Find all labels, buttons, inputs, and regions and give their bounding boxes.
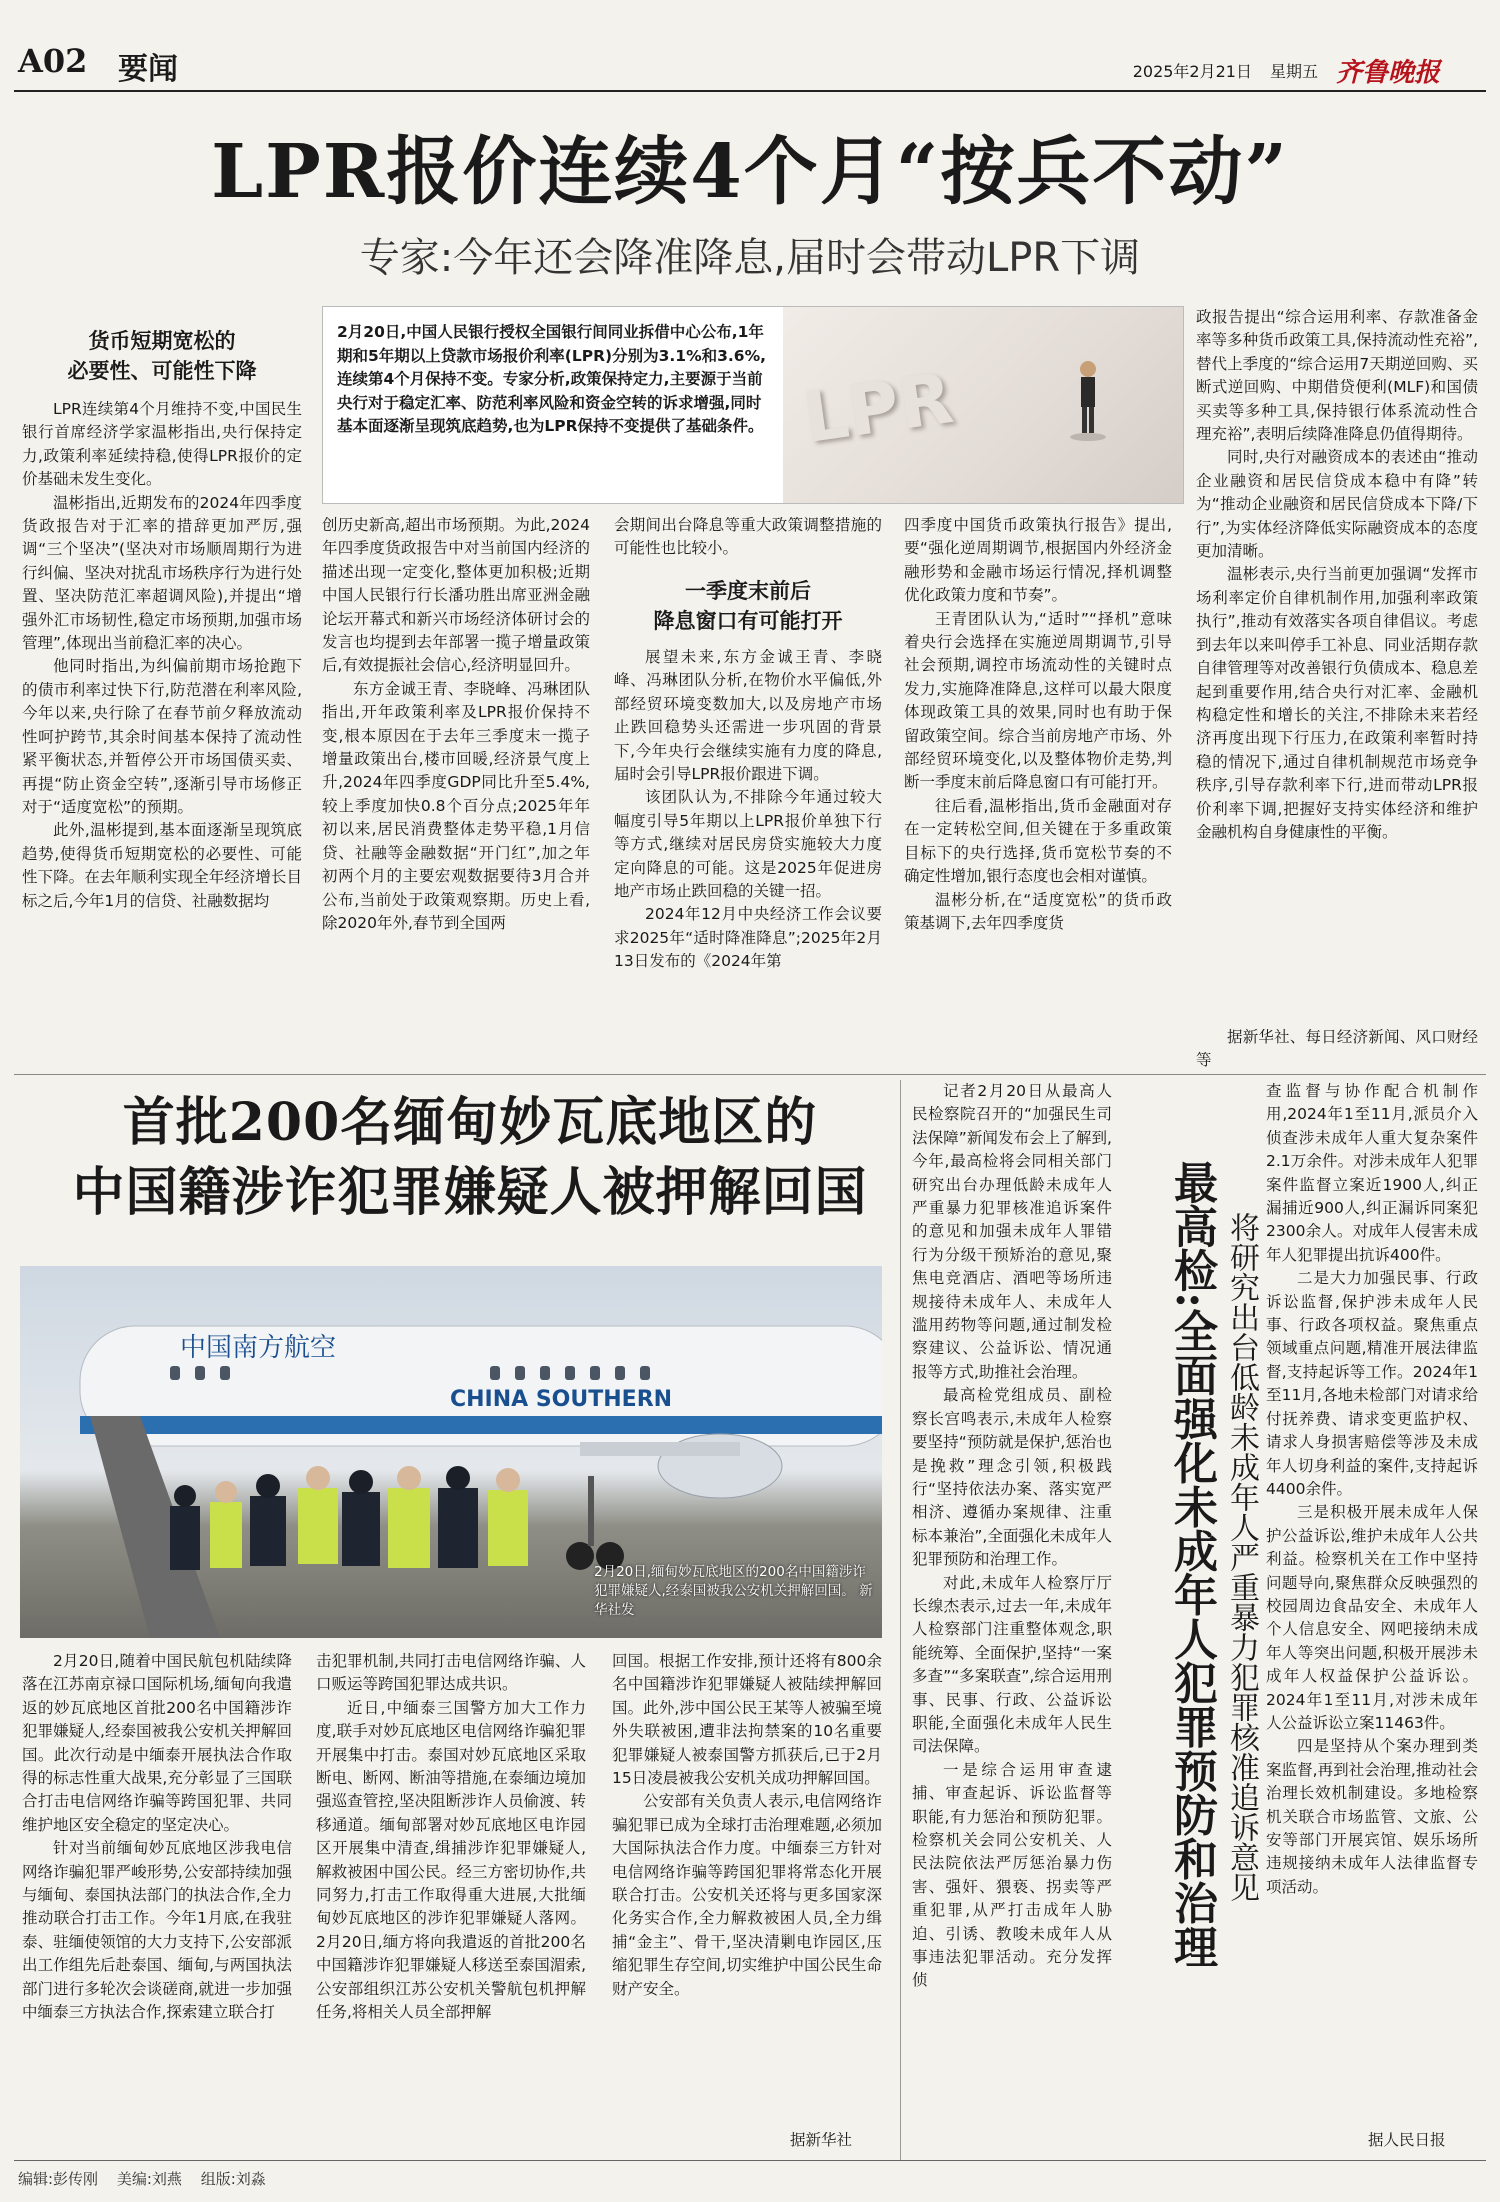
businessman-figure-icon (783, 307, 1183, 503)
paragraph: LPR连续第4个月维持不变,中国民生银行首席经济学家温彬指出,央行保持定力,政策利率延续持稳,使得LPR报价的定价基础未发生变化。 (22, 400, 302, 489)
paragraph: 温彬分析,在“适度宽松”的货币政策基调下,去年四季度货 (904, 890, 1172, 932)
paragraph: 最高检党组成员、副检察长宫鸣表示,未成年人检察要坚持“预防就是保护,惩治也是挽救”理念引领,积极践行“坚持依法办案、落实宽严相济、遵循办案规律、注重标本兼治”,全面强化未成年人犯罪预防和治理工作。 (912, 1386, 1112, 1569)
paragraph: 会期间出台降息等重大政策调整措施的可能性也比较小。 (614, 516, 882, 558)
story1-source (1196, 1026, 1478, 1072)
story2-headline-line-1: 首批200名缅甸妙瓦底地区的 (122, 1092, 818, 1153)
masthead-right (1133, 52, 1440, 89)
story2-source: 据新华社 (790, 2131, 853, 2149)
paragraph: 往后看,温彬指出,货币金融面对存在一定转松空间,但关键在于多重政策目标下的央行选择,货币宽松节奏的不确定性增加,银行态度也会相对谨慎。 (904, 796, 1172, 886)
footer-rule (14, 2160, 1486, 2161)
story2-column-3 (612, 1650, 882, 2120)
paragraph: 王青团队认为,“适时”“择机”意味着央行会选择在实施逆周期调节,引导社会预期,调控市场流动性的关键时点发力,实施降准降息,这样可以最大限度体现政策工具的效果,同时也有助于保留政策空间。综合当前房地产市场、外部经贸环境变化,以及整体物价走势,判断一季度末前后降息窗口有可能打开。 (904, 609, 1172, 792)
newspaper-logo: 齐鲁晚报 (1335, 58, 1440, 88)
paragraph: 东方金诚王青、李晓峰、冯琳团队指出,开年政策利率及LPR报价保持不变,根本原因在于去年三季度末一揽子增量政策出台,楼市回暖,经济景气度上升,2024年四季度GDP同比升至5.4%,较上季度加快0.8个百分点;2025年年初以来,居民消费整体走势平稳,1月信贷、社融等金融数据“开门红”,加之年初两个月的主要宏观数据要待3月合并公布,当前处于政策观察期。历史上看,除2020年外,春节到全国两 (322, 679, 590, 932)
paragraph: 他同时指出,为纠偏前期市场抢跑下的债市利率过快下行,防范潜在利率风险,今年以来,央行除了在春节前夕释放流动性呵护跨节,其余时间基本保持了流动性紧平衡状态,并暂停公开市场国债买卖、再提“防止资金空转”,逐渐引导市场修正对于“适度宽松”的预期。 (22, 657, 302, 816)
plane-brand-en: CHINA SOUTHERN (450, 1387, 673, 1412)
paragraph: 四是坚持从个案办理到类案监督,再到社会治理,推动社会治理长效机制建设。多地检察机关联合市场监管、文旅、公安等部门开展宾馆、娱乐场所违规接纳未成年人法律监督专项活动。 (1266, 1737, 1478, 1896)
story1-summary-box (322, 306, 1184, 504)
paragraph: 针对当前缅甸妙瓦底地区涉我电信网络诈骗犯罪严峻形势,公安部持续加强与缅甸、泰国执法部门的执法合作,全力推动联合打击工作。今年1月底,在我驻泰、驻缅使领馆的大力支持下,公安部派出工作组先后赴泰国、缅甸,与两国执法部门进行多轮次会谈磋商,就进一步加强中缅泰三方执法合作,探索建立联合打 (22, 1839, 292, 2022)
column-divider (900, 1080, 901, 2160)
story2-column-2 (316, 1650, 586, 2160)
story3-subheadline: 将研究出台低龄未成年人严重暴力犯罪核准追诉意见 (1224, 1212, 1259, 1902)
issue-date: 2025年2月21日 (1132, 62, 1252, 81)
story1-headline: LPR报价连续4个月“按兵不动” (211, 129, 1289, 215)
plane-brand-cn: 中国南方航空 (180, 1333, 337, 1363)
paragraph: 温彬表示,央行当前更加强调“发挥市场利率定价自律机制作用,加强利率政策执行”,推动有效落实各项自律倡议。考虑到去年以来叫停手工补息、同业活期存款自律管理等对改善银行负债成本、稳息差起到重要作用,结合央行对汇率、金融机构稳定性和增长的关注,不排除未来若经济再度出现下行压力,在政策利率暂时持稳的情况下,通过自律机制规范市场竞争秩序,引导存款利率下行,进而带动LPR报价利率下调,把握好支持实体经济和维护金融机构自身健康性的平衡。 (1196, 565, 1478, 841)
paragraph: 四季度中国货币政策执行报告》提出,要“强化逆周期调节,根据国内外经济金融形势和金融市场运行情况,择机调整优化政策力度和节奏”。 (904, 516, 1172, 605)
issue-weekday: 星期五 (1269, 62, 1318, 81)
story1-column-4 (904, 514, 1172, 1070)
paragraph: 击犯罪机制,共同打击电信网络诈骗、人口贩运等跨国犯罪达成共识。 (316, 1652, 586, 1694)
paragraph: 三是积极开展未成年人保护公益诉讼,维护未成年人公共利益。检察机关在工作中坚持问题导向,聚焦群众反映强烈的校园周边食品安全、未成年人个人信息安全、网吧接纳未成年人等突出问题,积极开展涉未成年人权益保护公益诉讼。2024年1至11月,对涉未成年人公益诉讼立案11463件。 (1266, 1503, 1478, 1732)
page-number: A02 (18, 42, 88, 80)
paragraph: 展望未来,东方金诚王青、李晓峰、冯琳团队分析,在物价水平偏低,外部经贸环境变数加大,以及房地产市场止跌回稳势头还需进一步巩固的背景下,今年央行会继续实施有力度的降息,届时会引导LPR报价跟进下调。 (614, 648, 882, 784)
paragraph: 温彬指出,近期发布的2024年四季度货政报告对于汇率的措辞更加严厉,强调“三个坚决”(坚决对市场顺周期行为进行纠偏、坚决对扰乱市场秩序行为进行处置、坚决防范汇率超调风险),并提出“增强外汇市场韧性,稳定市场预期,加强市场管理”,体现出当前稳汇率的决心。 (22, 493, 302, 653)
paragraph: 查监督与协作配合机制作用,2024年1至11月,派员介入侦查涉未成年人重大复杂案件2.1万余件。对涉未成年人犯罪案件监督立案近1900人,纠正漏捕近900人,纠正漏诉同案犯2300余人。对成年人侵害未成年人犯罪提出抗诉400件。 (1266, 1082, 1478, 1264)
summary-text: 2月20日,中国人民银行授权全国银行间同业拆借中心公布,1年期和5年期以上贷款市场报价利率(LPR)分别为3.1%和3.6%,连续第4个月保持不变。专家分析,政策保持定力,主要源于当前央行对于稳定汇率、防范利率风险和资金空转的诉求增强,同时基本面逐渐呈现筑底趋势,也为LPR保持不变提供了基础条件。 (337, 323, 766, 435)
footer-credits (18, 2168, 266, 2189)
story1-subhead-1 (22, 326, 302, 386)
section-title: 要闻 (118, 52, 178, 87)
story-divider (14, 1074, 1486, 1075)
paragraph: 该团队认为,不排除今年通过较大幅度引导5年期以上LPR报价单独下行等方式,继续对居民房贷实施较大力度定向降息的可能。这是2025年促进房地产市场止跌回稳的关键一招。 (614, 788, 882, 901)
paragraph: 政报告提出“综合运用利率、存款准备金率等多种货币政策工具,保持流动性充裕”,替代上季度的“综合运用7天期逆回购、买断式逆回购、中期借贷便利(MLF)和国债买卖等多种工具,保持银行体系流动性合理充裕”,表明后续降准降息仍值得期待。 (1196, 308, 1478, 444)
lpr-image-letters: LPR (798, 356, 958, 460)
photo-caption: 2月20日,缅甸妙瓦底地区的200名中国籍涉诈犯罪嫌疑人,经泰国被我公安机关押解回国。 新华社发 (594, 1564, 873, 1618)
footer-editor: 编辑:彭传刚 (18, 2170, 99, 2188)
subhead-line: 降息窗口有可能打开 (653, 608, 843, 633)
story3-headline: 最高检:全面强化未成年人犯罪预防和治理 (1166, 1160, 1217, 1969)
paragraph: 对此,未成年人检察厅厅长缐杰表示,过去一年,未成年人检察部门注重整体观念,职能统筹、全面保护,坚持“一案多查”“多案联查”,综合运用刑事、民事、行政、公益诉讼职能,全面强化未成年人民生司法保障。 (912, 1573, 1112, 1756)
paragraph: 同时,央行对融资成本的表述由“推动企业融资和居民信贷成本稳中有降”转为“推动企业融资和居民信贷成本下降/下行”,为实体经济降低实际融资成本的态度更加清晰。 (1196, 448, 1478, 561)
footer-layout: 组版:刘淼 (200, 2170, 266, 2188)
header-rule (14, 90, 1486, 92)
paragraph: 创历史新高,超出市场预期。为此,2024年四季度货政报告中对当前国内经济的描述出现一定变化,整体更加积极;近期中国人民银行行长潘功胜出席亚洲金融论坛开幕式和新兴市场经济体研讨会的发言也均提到去年部署一揽子增量政策后,有效提振社会信心,经济明显回升。 (322, 516, 590, 675)
paragraph: 二是大力加强民事、行政诉讼监督,保护涉未成年人民事、行政各项权益。聚焦重点领域重点问题,精准开展法律监督,支持起诉等工作。2024年1至11月,各地未检部门对请求给付抚养费、请求变更监护权、请求人身损害赔偿等涉及未成年人切身利益的案件,支持起诉4400余件。 (1266, 1269, 1478, 1498)
story1-subhead-2 (614, 576, 882, 636)
paragraph: 近日,中缅泰三国警方加大工作力度,联手对妙瓦底地区电信网络诈骗犯罪开展集中打击。泰国对妙瓦底地区采取断电、断网、断油等措施,在泰缅边境加强巡查管控,坚决阻断涉诈人员偷渡、转移通道。缅甸部署对妙瓦底地区电诈园区开展集中清查,缉捕涉诈犯罪嫌疑人,解救被困中国公民。经三方密切协作,共同努力,打击工作取得重大进展,大批缅甸妙瓦底地区的涉诈犯罪嫌疑人落网。2月20日,缅方将向我遣返的首批200名中国籍涉诈犯罪嫌疑人移送至泰国湄索,公安部组织江苏公安机关警航包机押解任务,将相关人员全部押解 (316, 1698, 586, 2022)
lpr-image (783, 307, 1183, 503)
paragraph: 2月20日,随着中国民航包机陆续降落在江苏南京禄口国际机场,缅甸向我遣返的妙瓦底地区首批200名中国籍涉诈犯罪嫌疑人,经泰国被我公安机关押解回国。此次行动是中缅泰开展执法合作取得的标志性重大战果,充分彰显了三国联合打击电信网络诈骗等跨国犯罪、共同维护地区安全稳定的坚定决心。 (22, 1652, 292, 1834)
paragraph: 记者2月20日从最高人民检察院召开的“加强民生司法保障”新闻发布会上了解到,今年,最高检将会同相关部门研究出台办理低龄未成年人严重暴力犯罪核准追诉案件的意见和加强未成年人罪错行为分级干预矫治的意见,聚焦电竞酒店、酒吧等场所违规接待未成年人、未成年人滥用药物等问题,通过制发检察建议、公益诉讼、情况通报等方式,助推社会治理。 (912, 1082, 1112, 1381)
paragraph: 回国。根据工作安排,预计还将有800余名中国籍涉诈犯罪嫌疑人被陆续押解回国。此外,涉中国公民王某等人被骗至境外失联被困,遭非法拘禁案的10名重要犯罪嫌疑人被泰国警方抓获后,已于2月15日凌晨被我公安机关成功押解回国。 (612, 1652, 882, 1788)
subhead-line: 一季度末前后 (685, 578, 811, 603)
paragraph: 公安部有关负责人表示,电信网络诈骗犯罪已成为全球打击治理难题,必须加大国际执法合作力度。中缅泰三方针对电信网络诈骗等跨国犯罪将常态化开展联合打击。公安机关还将与更多国家深化务实合作,全力解救被困人员,全力缉捕“金主”、骨干,坚决清剿电诈园区,压缩犯罪生存空间,切实维护中国公民生命财产安全。 (612, 1792, 882, 1998)
story1-column-5 (1196, 306, 1478, 1024)
story3-column-left (912, 1080, 1112, 2160)
story1-column-3a (614, 514, 882, 566)
story1-column-3b (614, 646, 882, 1070)
paragraph: 此外,温彬提到,基本面逐渐呈现筑底趋势,使得货币短期宽松的必要性、可能性下降。在去年顺利实现全年经济增长目标之后,今年1月的信贷、社融数据均 (22, 821, 302, 910)
source-credit: 据新华社、每日经济新闻、风口财经等 (1196, 1028, 1478, 1070)
subhead-line: 货币短期宽松的 (88, 328, 236, 353)
story2-headline-line-2: 中国籍涉诈犯罪嫌疑人被押解回国 (72, 1162, 868, 1223)
subhead-line: 必要性、可能性下降 (67, 358, 257, 383)
story1-subheadline: 专家:今年还会降准降息,届时会带动LPR下调 (359, 235, 1141, 281)
footer-art: 美编:刘燕 (116, 2170, 182, 2188)
story1-column-2 (322, 514, 590, 1070)
story2-photo (20, 1266, 882, 1638)
story2-column-1 (22, 1650, 292, 2160)
story3-source: 据人民日报 (1368, 2131, 1446, 2149)
paragraph: 一是综合运用审查逮捕、审查起诉、诉讼监督等职能,有力惩治和预防犯罪。检察机关会同公安机关、人民法院依法严厉惩治暴力伤害、强奸、猥亵、拐卖等严重犯罪,从严打击成年人胁迫、引诱、教唆未成年人从事违法犯罪活动。充分发挥侦 (912, 1760, 1112, 1990)
story3-column-right (1266, 1080, 1478, 2160)
paragraph: 2024年12月中央经济工作会议要求2025年“适时降准降息”;2025年2月13日发布的《2024年第 (614, 905, 882, 971)
story1-column-1 (22, 398, 302, 1068)
